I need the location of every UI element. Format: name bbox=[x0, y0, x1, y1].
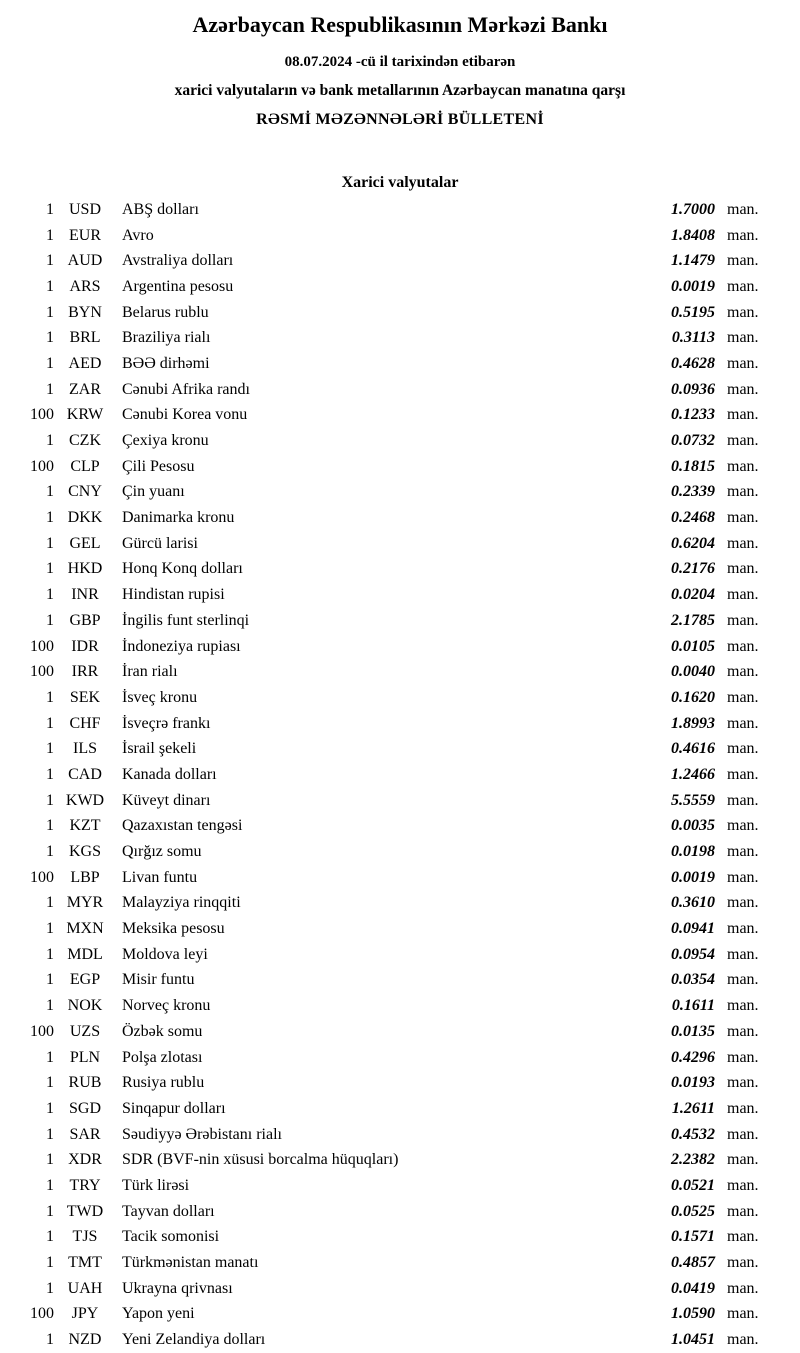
currency-code-cell: SGD bbox=[68, 1099, 101, 1117]
rate-cell: 0.2468 bbox=[671, 509, 715, 527]
currency-code-cell: UZS bbox=[69, 1022, 101, 1040]
currency-row bbox=[0, 1173, 800, 1199]
currency-row bbox=[0, 608, 800, 634]
currency-row bbox=[0, 1225, 800, 1251]
currency-name-cell: Yapon yeni bbox=[122, 1305, 195, 1323]
quantity-cell: 1 bbox=[46, 303, 54, 321]
currency-row bbox=[0, 1276, 800, 1302]
currency-code-cell: EUR bbox=[69, 226, 101, 244]
quantity-cell: 1 bbox=[46, 817, 54, 835]
currency-row bbox=[0, 942, 800, 968]
quantity-cell: 1 bbox=[46, 945, 54, 963]
currency-row bbox=[0, 736, 800, 762]
currency-row bbox=[0, 1045, 800, 1071]
unit-cell: man. bbox=[727, 688, 759, 706]
rate-cell: 0.0035 bbox=[671, 817, 715, 835]
rate-cell: 0.0954 bbox=[671, 945, 715, 963]
quantity-cell: 1 bbox=[46, 1099, 54, 1117]
currency-name-cell: İran rialı bbox=[122, 663, 178, 681]
rate-cell: 0.4628 bbox=[671, 354, 715, 372]
currency-row bbox=[0, 325, 800, 351]
currency-row bbox=[0, 1122, 800, 1148]
currency-name-cell: Sinqapur dolları bbox=[122, 1099, 226, 1117]
currency-name-cell: Türk lirəsi bbox=[122, 1176, 190, 1194]
currency-row bbox=[0, 865, 800, 891]
rate-cell: 5.5559 bbox=[671, 791, 715, 809]
quantity-cell: 1 bbox=[46, 1048, 54, 1066]
quantity-cell: 1 bbox=[46, 740, 54, 758]
currency-row bbox=[0, 634, 800, 660]
currency-row bbox=[0, 659, 800, 685]
effective-date-line: 08.07.2024 -cü il tarixindən etibarən bbox=[284, 54, 516, 70]
unit-cell: man. bbox=[727, 920, 759, 938]
currency-row bbox=[0, 1096, 800, 1122]
currency-name-cell: ABŞ dolları bbox=[122, 200, 199, 218]
quantity-cell: 1 bbox=[46, 380, 54, 398]
rate-cell: 0.1571 bbox=[671, 1228, 715, 1246]
rate-cell: 0.5195 bbox=[671, 303, 715, 321]
currency-code-cell: BYN bbox=[68, 303, 102, 321]
currency-code-cell: KWD bbox=[65, 791, 105, 809]
quantity-cell: 1 bbox=[46, 1074, 54, 1092]
unit-cell: man. bbox=[727, 791, 759, 809]
currency-name-cell: Malayziya rinqqiti bbox=[122, 894, 241, 912]
unit-cell: man. bbox=[727, 1151, 759, 1169]
section-title-foreign-currencies: Xarici valyutalar bbox=[341, 174, 459, 191]
quantity-cell: 1 bbox=[46, 560, 54, 578]
unit-cell: man. bbox=[727, 509, 759, 527]
bank-title: Azərbaycan Respublikasının Mərkəzi Bankı bbox=[192, 12, 608, 37]
quantity-cell: 1 bbox=[46, 765, 54, 783]
currency-name-cell: Rusiya rublu bbox=[122, 1074, 205, 1092]
quantity-cell: 1 bbox=[46, 714, 54, 732]
currency-name-cell: Braziliya rialı bbox=[122, 329, 211, 347]
quantity-cell: 1 bbox=[46, 1279, 54, 1297]
currency-code-cell: TWD bbox=[66, 1202, 104, 1220]
currency-code-cell: TRY bbox=[69, 1176, 101, 1194]
unit-cell: man. bbox=[727, 740, 759, 758]
currency-name-cell: Argentina pesosu bbox=[122, 277, 234, 295]
currency-table bbox=[0, 197, 800, 1353]
currency-code-cell: USD bbox=[68, 200, 101, 218]
unit-cell: man. bbox=[727, 765, 759, 783]
quantity-cell: 1 bbox=[46, 509, 54, 527]
currency-name-cell: Hindistan rupisi bbox=[122, 586, 225, 604]
currency-name-cell: Norveç kronu bbox=[122, 997, 211, 1015]
currency-code-cell: XDR bbox=[68, 1151, 102, 1169]
currency-code-cell: ZAR bbox=[69, 380, 101, 398]
currency-code-cell: SAR bbox=[69, 1125, 101, 1143]
currency-code-cell: CZK bbox=[69, 432, 101, 450]
currency-row bbox=[0, 1147, 800, 1173]
rate-cell: 0.0198 bbox=[671, 843, 715, 861]
currency-code-cell: TJS bbox=[72, 1228, 98, 1246]
unit-cell: man. bbox=[727, 1074, 759, 1092]
unit-cell: man. bbox=[727, 534, 759, 552]
currency-row bbox=[0, 403, 800, 429]
rate-cell: 0.4296 bbox=[671, 1048, 715, 1066]
currency-code-cell: EGP bbox=[69, 971, 101, 989]
currency-row bbox=[0, 1302, 800, 1328]
rate-cell: 1.7000 bbox=[671, 200, 715, 218]
rate-cell: 0.3610 bbox=[671, 894, 715, 912]
rate-cell: 0.0521 bbox=[671, 1176, 715, 1194]
quantity-cell: 1 bbox=[46, 432, 54, 450]
currency-name-cell: Səudiyyə Ərəbistanı rialı bbox=[122, 1125, 282, 1143]
currency-row bbox=[0, 274, 800, 300]
rate-cell: 0.0040 bbox=[671, 663, 715, 681]
unit-cell: man. bbox=[727, 1254, 759, 1272]
currency-name-cell: Yeni Zelandiya dolları bbox=[122, 1331, 266, 1349]
currency-row bbox=[0, 1070, 800, 1096]
unit-cell: man. bbox=[727, 380, 759, 398]
unit-cell: man. bbox=[727, 200, 759, 218]
unit-cell: man. bbox=[727, 1202, 759, 1220]
currency-row bbox=[0, 300, 800, 326]
currency-row bbox=[0, 1250, 800, 1276]
quantity-cell: 1 bbox=[46, 200, 54, 218]
currency-row bbox=[0, 531, 800, 557]
quantity-cell: 1 bbox=[46, 791, 54, 809]
currency-row bbox=[0, 480, 800, 506]
rate-cell: 2.2382 bbox=[671, 1151, 715, 1169]
currency-name-cell: Avro bbox=[122, 226, 154, 244]
rate-cell: 0.0135 bbox=[671, 1022, 715, 1040]
rate-cell: 0.0354 bbox=[671, 971, 715, 989]
currency-name-cell: SDR (BVF-nin xüsusi borcalma hüquqları) bbox=[122, 1151, 399, 1169]
unit-cell: man. bbox=[727, 406, 759, 424]
currency-code-cell: RUB bbox=[68, 1074, 102, 1092]
unit-cell: man. bbox=[727, 843, 759, 861]
rate-cell: 0.0941 bbox=[671, 920, 715, 938]
currency-row bbox=[0, 454, 800, 480]
currency-name-cell: İsrail şekeli bbox=[122, 740, 197, 758]
unit-cell: man. bbox=[727, 1305, 759, 1323]
unit-cell: man. bbox=[727, 560, 759, 578]
currency-row bbox=[0, 916, 800, 942]
currency-code-cell: KZT bbox=[69, 817, 101, 835]
rate-cell: 0.0193 bbox=[671, 1074, 715, 1092]
currency-row bbox=[0, 197, 800, 223]
quantity-cell: 1 bbox=[46, 997, 54, 1015]
currency-code-cell: PLN bbox=[69, 1048, 101, 1066]
currency-code-cell: KGS bbox=[68, 843, 101, 861]
currency-code-cell: HKD bbox=[67, 560, 103, 578]
rate-cell: 1.8993 bbox=[671, 714, 715, 732]
unit-cell: man. bbox=[727, 1099, 759, 1117]
currency-row bbox=[0, 223, 800, 249]
currency-row bbox=[0, 557, 800, 583]
quantity-cell: 1 bbox=[46, 1151, 54, 1169]
currency-code-cell: LBP bbox=[70, 868, 100, 886]
unit-cell: man. bbox=[727, 252, 759, 270]
quantity-cell: 1 bbox=[46, 611, 54, 629]
currency-name-cell: Çin yuanı bbox=[122, 483, 185, 501]
unit-cell: man. bbox=[727, 1331, 759, 1349]
unit-cell: man. bbox=[727, 226, 759, 244]
quantity-cell: 1 bbox=[46, 483, 54, 501]
rate-cell: 1.0451 bbox=[671, 1331, 715, 1349]
unit-cell: man. bbox=[727, 1279, 759, 1297]
currency-row bbox=[0, 762, 800, 788]
quantity-cell: 1 bbox=[46, 688, 54, 706]
currency-code-cell: SEK bbox=[69, 688, 101, 706]
quantity-cell: 1 bbox=[46, 354, 54, 372]
currency-row bbox=[0, 1199, 800, 1225]
quantity-cell: 100 bbox=[30, 1305, 54, 1323]
unit-cell: man. bbox=[727, 1228, 759, 1246]
currency-name-cell: Qırğız somu bbox=[122, 843, 202, 861]
rate-cell: 0.6204 bbox=[671, 534, 715, 552]
rate-cell: 0.0525 bbox=[671, 1202, 715, 1220]
quantity-cell: 1 bbox=[46, 226, 54, 244]
quantity-cell: 1 bbox=[46, 252, 54, 270]
currency-name-cell: Qazaxıstan tengəsi bbox=[122, 817, 243, 835]
quantity-cell: 1 bbox=[46, 1254, 54, 1272]
currency-name-cell: Polşa zlotası bbox=[122, 1048, 203, 1066]
currency-code-cell: KRW bbox=[66, 406, 104, 424]
quantity-cell: 1 bbox=[46, 843, 54, 861]
quantity-cell: 100 bbox=[30, 406, 54, 424]
currency-name-cell: Honq Konq dolları bbox=[122, 560, 243, 578]
rate-cell: 0.0019 bbox=[671, 277, 715, 295]
quantity-cell: 1 bbox=[46, 1125, 54, 1143]
currency-row bbox=[0, 248, 800, 274]
currency-name-cell: İndoneziya rupiası bbox=[122, 637, 241, 655]
currency-name-cell: Özbək somu bbox=[122, 1022, 203, 1040]
unit-cell: man. bbox=[727, 971, 759, 989]
currency-code-cell: TMT bbox=[68, 1254, 102, 1272]
currency-code-cell: CNY bbox=[68, 483, 102, 501]
currency-name-cell: Livan funtu bbox=[122, 868, 198, 886]
currency-code-cell: AUD bbox=[67, 252, 103, 270]
currency-row bbox=[0, 839, 800, 865]
currency-code-cell: CAD bbox=[68, 765, 102, 783]
currency-name-cell: Tacik somonisi bbox=[122, 1228, 220, 1246]
unit-cell: man. bbox=[727, 817, 759, 835]
currency-name-cell: Kanada dolları bbox=[122, 765, 217, 783]
currency-row bbox=[0, 968, 800, 994]
currency-row bbox=[0, 1327, 800, 1353]
currency-code-cell: NOK bbox=[67, 997, 103, 1015]
currency-name-cell: Türkmənistan manatı bbox=[122, 1254, 259, 1272]
quantity-cell: 1 bbox=[46, 1202, 54, 1220]
currency-code-cell: GBP bbox=[69, 611, 101, 629]
unit-cell: man. bbox=[727, 1176, 759, 1194]
unit-cell: man. bbox=[727, 894, 759, 912]
rate-cell: 0.0419 bbox=[671, 1279, 715, 1297]
currency-code-cell: MDL bbox=[67, 945, 103, 963]
currency-code-cell: DKK bbox=[67, 509, 103, 527]
unit-cell: man. bbox=[727, 611, 759, 629]
unit-cell: man. bbox=[727, 945, 759, 963]
currency-name-cell: Danimarka kronu bbox=[122, 509, 235, 527]
currency-row bbox=[0, 351, 800, 377]
currency-code-cell: IRR bbox=[71, 663, 99, 681]
quantity-cell: 100 bbox=[30, 868, 54, 886]
quantity-cell: 1 bbox=[46, 971, 54, 989]
currency-name-cell: İngilis funt sterlinqi bbox=[122, 611, 250, 629]
quantity-cell: 100 bbox=[30, 1022, 54, 1040]
rate-cell: 0.1611 bbox=[671, 997, 715, 1015]
currency-row bbox=[0, 505, 800, 531]
unit-cell: man. bbox=[727, 1048, 759, 1066]
rate-cell: 0.3113 bbox=[671, 329, 715, 347]
unit-cell: man. bbox=[727, 997, 759, 1015]
rate-cell: 2.1785 bbox=[671, 611, 715, 629]
currency-code-cell: BRL bbox=[69, 329, 101, 347]
currency-name-cell: Belarus rublu bbox=[122, 303, 209, 321]
rate-cell: 0.0105 bbox=[671, 637, 715, 655]
quantity-cell: 1 bbox=[46, 277, 54, 295]
rate-cell: 0.2176 bbox=[671, 560, 715, 578]
currency-name-cell: Misir funtu bbox=[122, 971, 195, 989]
unit-cell: man. bbox=[727, 354, 759, 372]
rate-cell: 0.2339 bbox=[671, 483, 715, 501]
currency-code-cell: MXN bbox=[66, 920, 104, 938]
currency-code-cell: INR bbox=[71, 586, 99, 604]
unit-cell: man. bbox=[727, 303, 759, 321]
rate-cell: 0.4616 bbox=[671, 740, 715, 758]
rate-cell: 0.4857 bbox=[671, 1254, 715, 1272]
currency-row bbox=[0, 993, 800, 1019]
currency-code-cell: AED bbox=[68, 354, 102, 372]
quantity-cell: 1 bbox=[46, 894, 54, 912]
rate-cell: 1.1479 bbox=[671, 252, 715, 270]
rate-cell: 1.8408 bbox=[671, 226, 715, 244]
unit-cell: man. bbox=[727, 457, 759, 475]
unit-cell: man. bbox=[727, 1022, 759, 1040]
unit-cell: man. bbox=[727, 277, 759, 295]
currency-row bbox=[0, 711, 800, 737]
currency-code-cell: GEL bbox=[69, 534, 101, 552]
currency-code-cell: ILS bbox=[73, 740, 97, 758]
currency-name-cell: İsveçrə frankı bbox=[122, 714, 211, 732]
unit-cell: man. bbox=[727, 663, 759, 681]
quantity-cell: 1 bbox=[46, 586, 54, 604]
currency-name-cell: Meksika pesosu bbox=[122, 920, 225, 938]
quantity-cell: 1 bbox=[46, 329, 54, 347]
currency-row bbox=[0, 788, 800, 814]
currency-code-cell: UAH bbox=[67, 1279, 103, 1297]
currency-row bbox=[0, 685, 800, 711]
currency-code-cell: CLP bbox=[70, 457, 100, 475]
quantity-cell: 1 bbox=[46, 920, 54, 938]
currency-row bbox=[0, 377, 800, 403]
currency-row bbox=[0, 582, 800, 608]
unit-cell: man. bbox=[727, 1125, 759, 1143]
currency-name-cell: Tayvan dolları bbox=[122, 1202, 215, 1220]
unit-cell: man. bbox=[727, 432, 759, 450]
quantity-cell: 1 bbox=[46, 534, 54, 552]
currency-code-cell: IDR bbox=[71, 637, 99, 655]
currency-name-cell: Ukrayna qrivnası bbox=[122, 1279, 233, 1297]
currency-code-cell: JPY bbox=[71, 1305, 99, 1323]
currency-code-cell: MYR bbox=[66, 894, 104, 912]
rate-cell: 0.0936 bbox=[671, 380, 715, 398]
currency-name-cell: Küveyt dinarı bbox=[122, 791, 211, 809]
rate-cell: 0.1815 bbox=[671, 457, 715, 475]
unit-cell: man. bbox=[727, 329, 759, 347]
bulletin-name: RƏSMİ MƏZƏNNƏLƏRİ BÜLLETENİ bbox=[256, 111, 544, 128]
rate-cell: 1.2466 bbox=[671, 765, 715, 783]
currency-name-cell: Moldova leyi bbox=[122, 945, 208, 963]
quantity-cell: 100 bbox=[30, 663, 54, 681]
rate-cell: 0.0204 bbox=[671, 586, 715, 604]
quantity-cell: 100 bbox=[30, 637, 54, 655]
quantity-cell: 100 bbox=[30, 457, 54, 475]
unit-cell: man. bbox=[727, 714, 759, 732]
currency-name-cell: BƏƏ dirhəmi bbox=[122, 354, 210, 372]
quantity-cell: 1 bbox=[46, 1331, 54, 1349]
currency-name-cell: Çexiya kronu bbox=[122, 432, 209, 450]
currency-row bbox=[0, 814, 800, 840]
unit-cell: man. bbox=[727, 483, 759, 501]
currency-name-cell: Cənubi Korea vonu bbox=[122, 406, 248, 424]
currency-code-cell: ARS bbox=[69, 277, 101, 295]
quantity-cell: 1 bbox=[46, 1228, 54, 1246]
currency-row bbox=[0, 428, 800, 454]
rate-cell: 0.4532 bbox=[671, 1125, 715, 1143]
currency-name-cell: Cənubi Afrika randı bbox=[122, 380, 250, 398]
rate-cell: 0.1620 bbox=[671, 688, 715, 706]
currency-name-cell: Gürcü larisi bbox=[122, 534, 198, 552]
rate-cell: 0.0019 bbox=[671, 868, 715, 886]
rate-cell: 0.0732 bbox=[671, 432, 715, 450]
currency-name-cell: Çili Pesosu bbox=[122, 457, 195, 475]
bulletin-header bbox=[0, 0, 800, 129]
bulletin-subtitle: xarici valyutaların və bank metallarının Azərbaycan manatına qarşı bbox=[174, 82, 626, 99]
currency-code-cell: NZD bbox=[68, 1331, 102, 1349]
unit-cell: man. bbox=[727, 637, 759, 655]
currency-code-cell: CHF bbox=[69, 714, 101, 732]
unit-cell: man. bbox=[727, 868, 759, 886]
unit-cell: man. bbox=[727, 586, 759, 604]
currency-row bbox=[0, 1019, 800, 1045]
rate-cell: 1.0590 bbox=[671, 1305, 715, 1323]
rate-cell: 1.2611 bbox=[671, 1099, 715, 1117]
quantity-cell: 1 bbox=[46, 1176, 54, 1194]
currency-row bbox=[0, 891, 800, 917]
currency-name-cell: İsveç kronu bbox=[122, 688, 198, 706]
rate-cell: 0.1233 bbox=[671, 406, 715, 424]
currency-name-cell: Avstraliya dolları bbox=[122, 252, 234, 270]
